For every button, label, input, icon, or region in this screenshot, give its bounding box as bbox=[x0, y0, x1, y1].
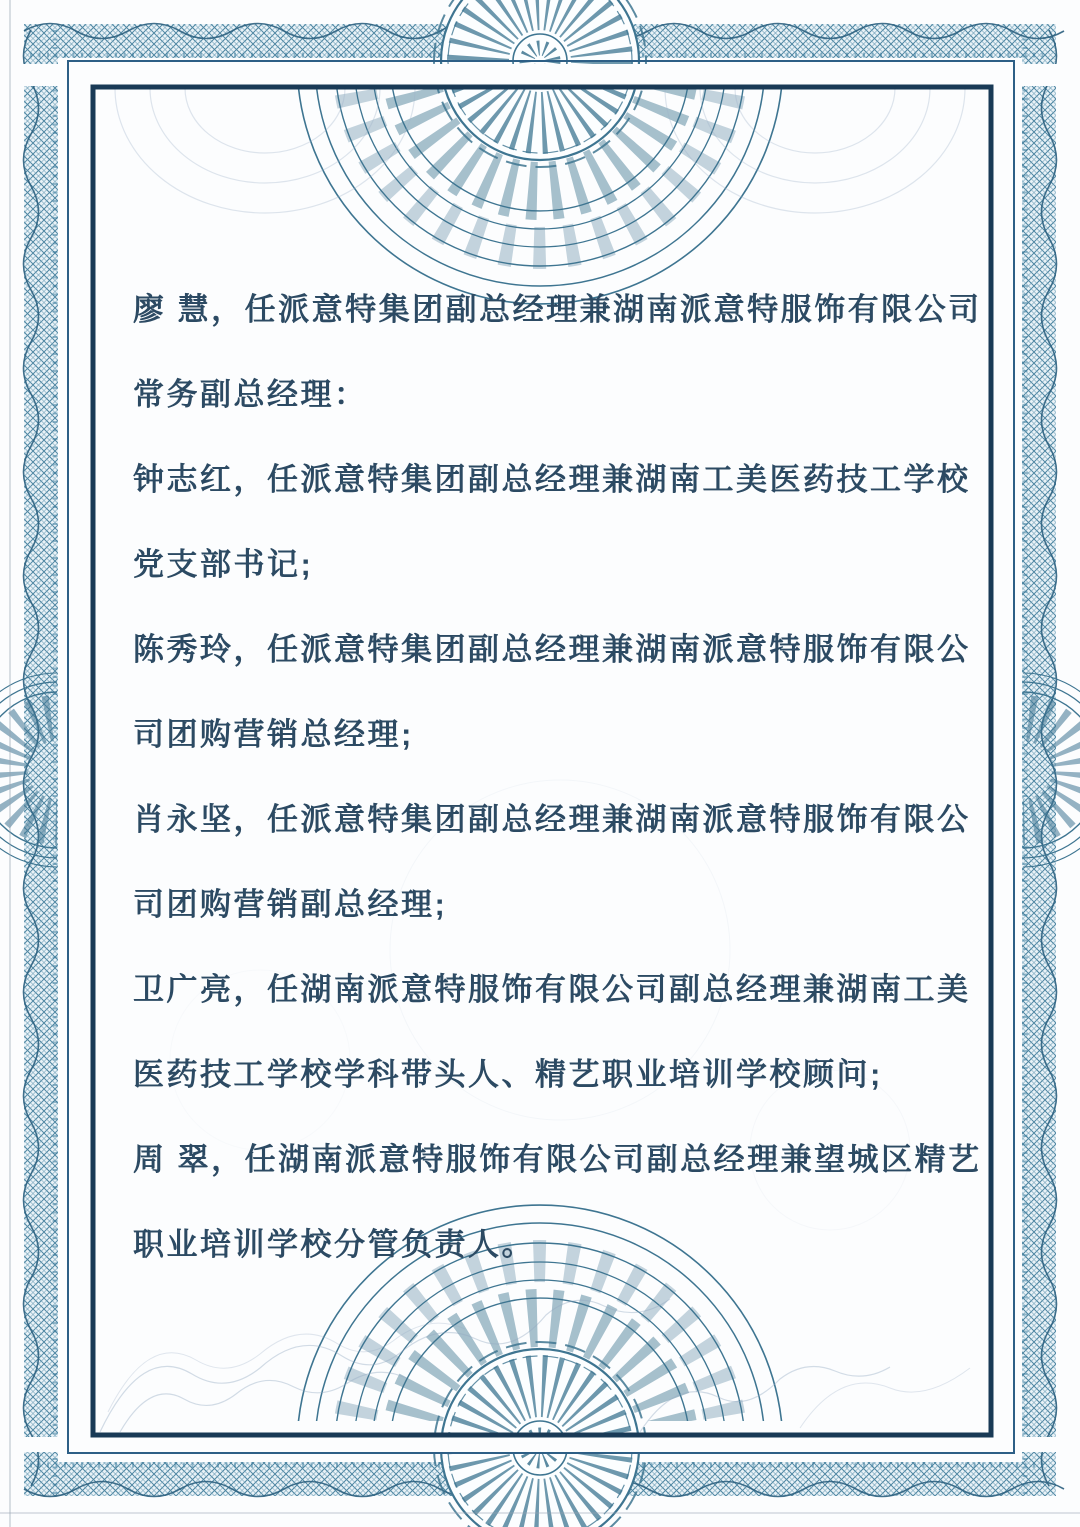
text-line bbox=[133, 349, 969, 434]
page-edge-shadow-bottom bbox=[0, 1512, 1080, 1514]
appointment-segment: 党支部书记; bbox=[133, 547, 314, 582]
text-line bbox=[133, 689, 969, 774]
appointment-text bbox=[133, 264, 982, 1284]
appointment-segment: 任派意特集团副总经理兼湖南派意特服饰有限公 bbox=[267, 802, 971, 837]
appointment-segment: 司团购营销副总经理; bbox=[133, 887, 448, 922]
person-name: 肖永坚， bbox=[133, 802, 267, 837]
text-line bbox=[133, 519, 969, 604]
text-line bbox=[133, 604, 969, 689]
appointment-segment: 职业培训学校分管负责人。 bbox=[133, 1227, 535, 1262]
page-edge-shadow-left bbox=[9, 0, 11, 1527]
person-name: 陈秀玲， bbox=[133, 632, 267, 667]
text-line bbox=[133, 859, 969, 944]
text-line bbox=[133, 944, 969, 1029]
appointment-segment: 任湖南派意特服饰有限公司副总经理兼湖南工美 bbox=[267, 972, 971, 1007]
person-name: 廖 慧， bbox=[133, 292, 245, 327]
person-name: 钟志红， bbox=[133, 462, 267, 497]
person-name: 周 翠， bbox=[133, 1142, 245, 1177]
appointment-segment: 任派意特集团副总经理兼湖南派意特服饰有限公 bbox=[267, 632, 971, 667]
appointment-segment: 司团购营销总经理; bbox=[133, 717, 414, 752]
appointment-segment: 任派意特集团副总经理兼湖南派意特服饰有限公司 bbox=[244, 292, 982, 327]
text-line bbox=[133, 1199, 969, 1284]
person-name: 卫广亮， bbox=[133, 972, 267, 1007]
text-line bbox=[133, 1114, 982, 1199]
appointment-segment: 医药技工学校学科带头人、精艺职业培训学校顾问; bbox=[133, 1057, 883, 1092]
appointment-segment: 任湖南派意特服饰有限公司副总经理兼望城区精艺 bbox=[244, 1142, 982, 1177]
text-line bbox=[133, 774, 969, 859]
appointment-segment: 常务副总经理： bbox=[133, 377, 368, 412]
text-line bbox=[133, 1029, 969, 1114]
text-line bbox=[133, 434, 969, 519]
text-line bbox=[133, 264, 982, 349]
appointment-segment: 任派意特集团副总经理兼湖南工美医药技工学校 bbox=[267, 462, 971, 497]
